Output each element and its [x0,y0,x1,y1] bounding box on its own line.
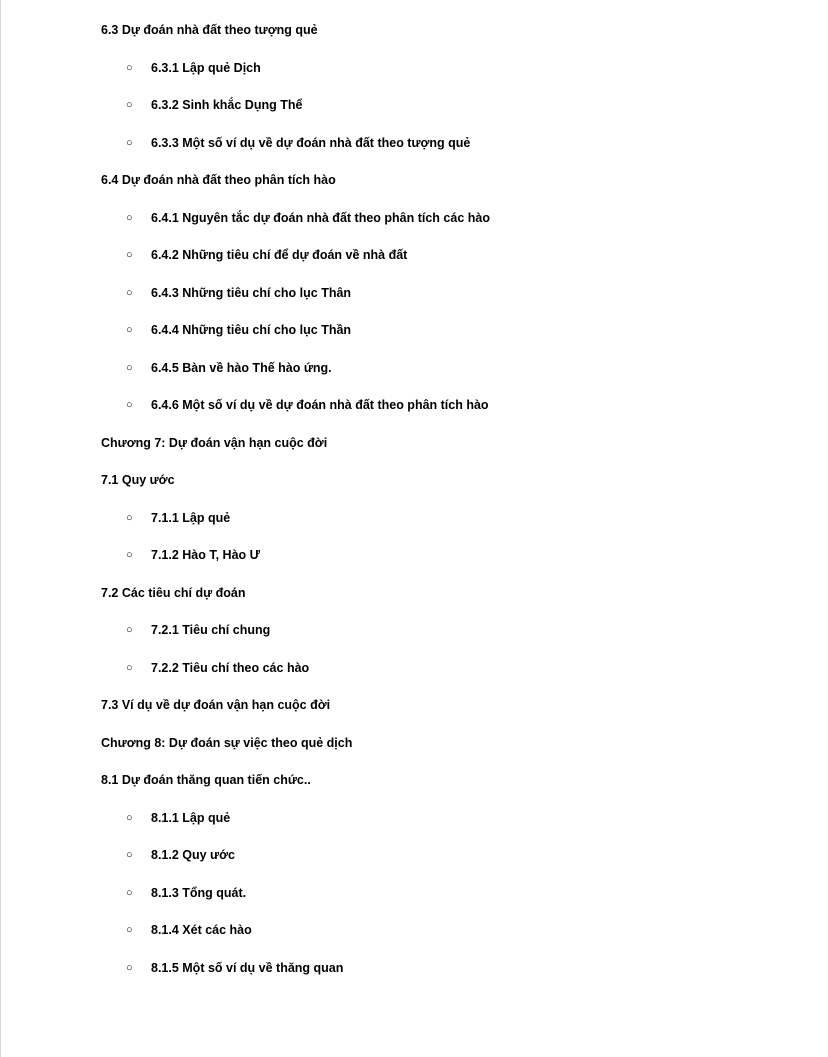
toc-item-text: 6.3.1 Lập quẻ Dịch [151,60,261,75]
toc-item-text: 6.4.4 Những tiêu chí cho lục Thần [151,323,352,337]
toc-subsection-item [101,95,801,133]
toc-item-text: 6.3.2 Sinh khắc Dụng Thể [151,98,303,112]
toc-subsection-item [101,283,801,321]
toc-section-item [101,583,801,621]
toc-item-text: 7.1.2 Hào T, Hào Ư [151,548,261,562]
toc-item-text: 7.1 Quy ước [101,473,175,487]
toc-section-item [101,170,801,208]
toc-subsection-item [101,320,801,358]
toc-item-text: 7.2.2 Tiêu chí theo các hào [151,660,310,675]
hollow-bullet-icon: ○ [126,661,133,674]
hollow-bullet-icon: ○ [126,924,133,936]
toc-item-text: 6.4.3 Những tiêu chí cho lục Thân [151,285,352,300]
toc-item-text: 6.4.6 Một số ví dụ về dự đoán nhà đất theo phân tích hào [151,398,489,412]
toc-item-text: 8.1.4 Xét các hào [151,923,252,937]
toc-item-text: 8.1.3 Tổng quát. [151,885,247,900]
toc-item-text: 7.2 Các tiêu chí dự đoán [101,585,246,600]
toc-subsection-item [101,958,801,996]
toc-item-text: 6.4.2 Những tiêu chí để dự đoán về nhà đất [151,248,408,262]
toc-subsection-item [101,620,801,658]
hollow-bullet-icon: ○ [126,249,133,261]
toc-item-text: 8.1.1 Lập quẻ [151,810,231,825]
toc-item-text: 7.3 Ví dụ về dự đoán vận hạn cuộc đời [101,698,331,712]
hollow-bullet-icon: ○ [126,399,133,411]
toc-section-item [101,20,801,58]
hollow-bullet-icon: ○ [126,136,133,149]
toc-item-text: 6.3 Dự đoán nhà đất theo tượng quẻ [101,23,318,37]
toc-section-item [101,470,801,508]
toc-subsection-item [101,545,801,583]
toc-subsection-item [101,133,801,171]
page-left-border [0,0,1,1057]
toc-subsection-item [101,58,801,96]
toc-item-text: 6.3.3 Một số ví dụ về dự đoán nhà đất theo tượng quẻ [151,135,471,150]
hollow-bullet-icon: ○ [126,324,133,336]
toc-subsection-item [101,508,801,546]
toc-item-text: Chương 7: Dự đoán vận hạn cuộc đời [101,435,328,450]
toc-item-text: 7.2.1 Tiêu chí chung [151,623,271,637]
table-of-contents [101,20,801,995]
toc-subsection-item [101,245,801,283]
toc-item-text: 6.4 Dự đoán nhà đất theo phân tích hào [101,173,336,187]
toc-subsection-item [101,658,801,696]
hollow-bullet-icon: ○ [126,511,133,524]
hollow-bullet-icon: ○ [126,211,133,224]
toc-subsection-item [101,208,801,246]
toc-section-item [101,770,801,808]
toc-subsection-item [101,395,801,433]
hollow-bullet-icon: ○ [126,61,133,74]
hollow-bullet-icon: ○ [126,286,133,299]
hollow-bullet-icon: ○ [126,549,133,561]
hollow-bullet-icon: ○ [126,624,133,636]
toc-item-text: 6.4.1 Nguyên tắc dự đoán nhà đất theo phân tích các hào [151,210,490,225]
hollow-bullet-icon: ○ [126,849,133,861]
toc-section-item [101,695,801,733]
toc-subsection-item [101,845,801,883]
hollow-bullet-icon: ○ [126,961,133,974]
hollow-bullet-icon: ○ [126,811,133,824]
toc-subsection-item [101,883,801,921]
toc-item-text: 7.1.1 Lập quẻ [151,510,231,525]
hollow-bullet-icon: ○ [126,99,133,111]
toc-subsection-item [101,358,801,396]
toc-section-item [101,733,801,771]
toc-section-item [101,433,801,471]
toc-item-text: 8.1.2 Quy ước [151,848,235,862]
toc-subsection-item [101,920,801,958]
toc-item-text: 6.4.5 Bàn về hào Thế hào ứng. [151,360,332,375]
toc-item-text: 8.1 Dự đoán thăng quan tiến chức.. [101,773,311,787]
toc-item-text: 8.1.5 Một số ví dụ về thăng quan [151,960,344,975]
toc-subsection-item [101,808,801,846]
hollow-bullet-icon: ○ [126,886,133,899]
toc-item-text: Chương 8: Dự đoán sự việc theo quẻ dịch [101,735,353,750]
hollow-bullet-icon: ○ [126,361,133,374]
